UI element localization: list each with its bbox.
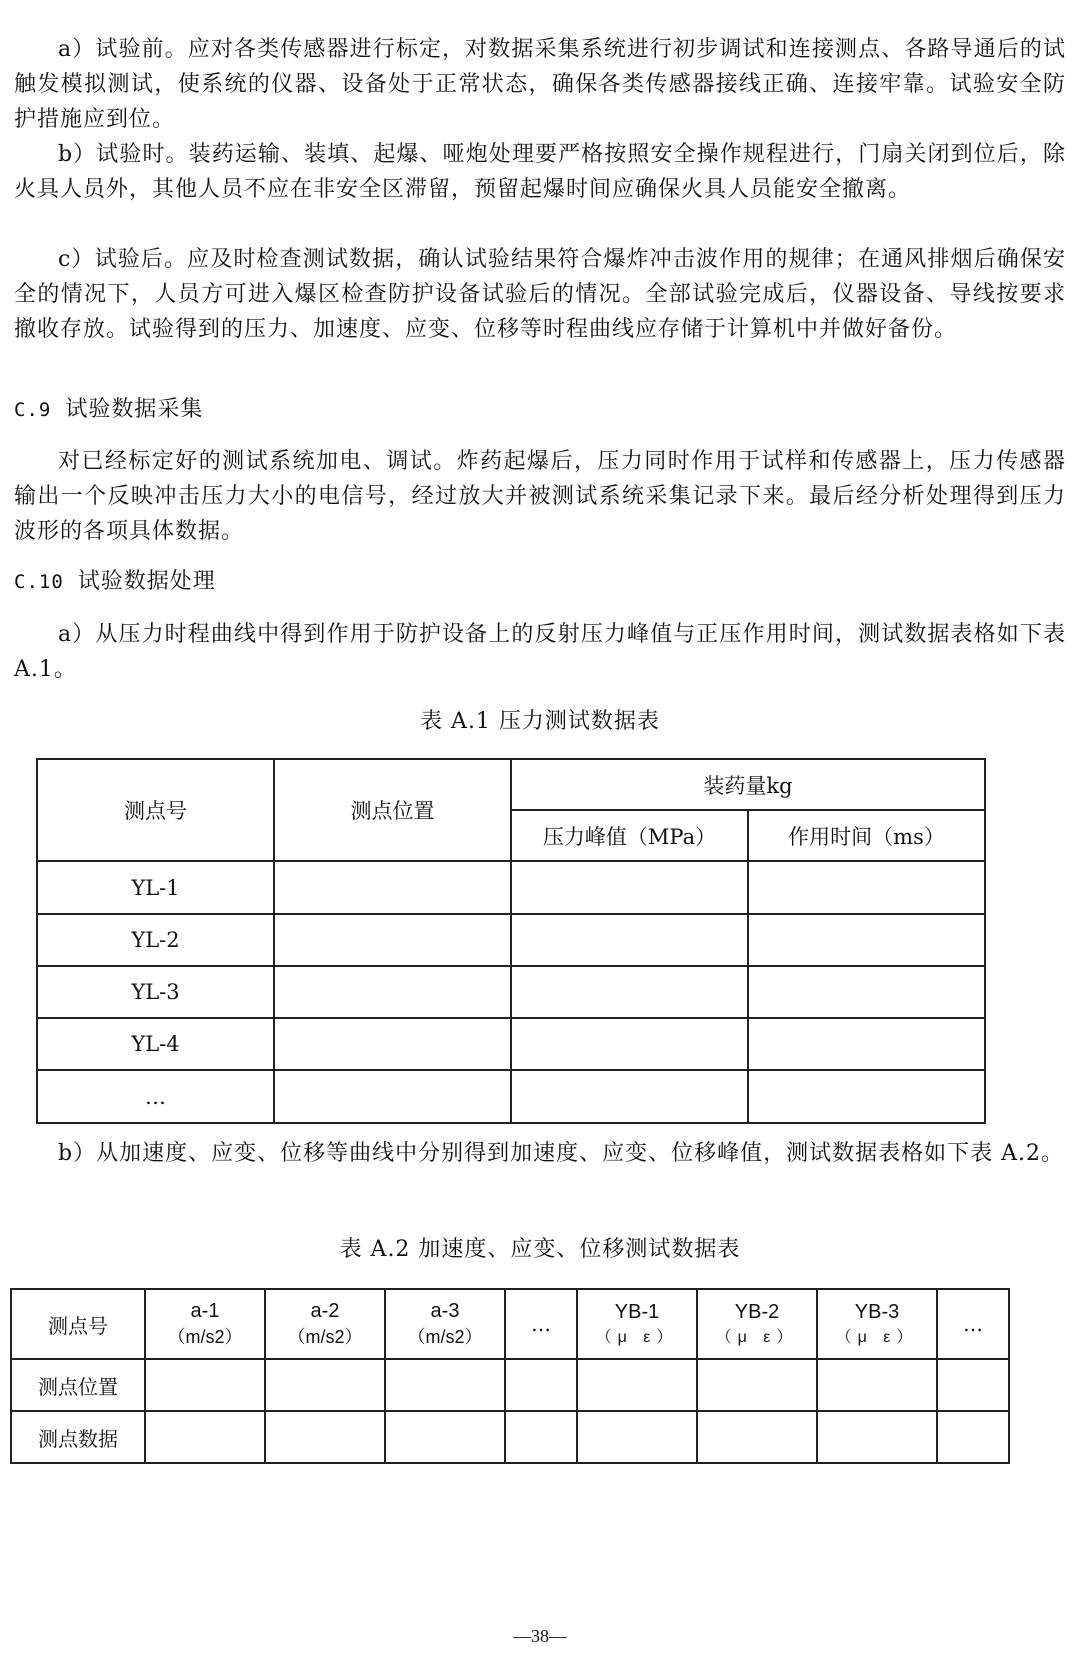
section-c10-heading	[14, 564, 216, 600]
empty-cell	[274, 1070, 511, 1123]
row-header-point-no: 测点号	[11, 1289, 145, 1359]
header-duration: 作用时间（ms）	[748, 810, 985, 861]
section-c10-para-b: b）从加速度、应变、位移等曲线中分别得到加速度、应变、位移峰值，测试数据表格如下表 A.2。	[58, 1141, 1064, 1166]
empty-cell	[748, 966, 985, 1018]
table-row	[37, 914, 985, 966]
col-unit: （μ ε）	[595, 1329, 679, 1346]
col-unit: （m/s2）	[407, 1326, 483, 1347]
empty-cell	[511, 914, 748, 966]
point-id-cell: YL-3	[37, 966, 274, 1018]
empty-cell	[274, 861, 511, 914]
row-header-point-data: 测点数据	[11, 1411, 145, 1463]
section-c9-heading	[14, 392, 203, 428]
empty-cell	[505, 1411, 577, 1463]
header-peak-pressure: 压力峰值（MPa）	[511, 810, 748, 861]
section-c10-para-a: a）从压力时程曲线中得到作用于防护设备上的反射压力峰值与正压作用时间，测试数据表格如下表 A.1。	[14, 622, 1066, 682]
empty-cell	[577, 1411, 697, 1463]
point-id-cell: …	[37, 1070, 274, 1123]
empty-cell	[817, 1359, 937, 1411]
section-c10-title: 试验数据处理	[77, 569, 216, 594]
point-id-cell: YL-2	[37, 914, 274, 966]
col-ellipsis-header: …	[937, 1289, 1009, 1359]
col-a1-header	[145, 1289, 265, 1359]
row-header-point-location: 测点位置	[11, 1359, 145, 1411]
col-a2-header	[265, 1289, 385, 1359]
col-name: YB-1	[614, 1301, 660, 1323]
col-yb3-header	[817, 1289, 937, 1359]
paragraph-after-test: c）试验后。应及时检查测试数据，确认试验结果符合爆炸冲击波作用的规律；在通风排烟后确保安全的情况下，人员方可进入爆区检查防护设备试验后的情况。全部试验完成后，仪器设备、导线按要求撤收存放。试验得到的压力、加速度、应变、位移等时程曲线应存储于计算机中并做好备份。	[14, 247, 1066, 342]
table-row	[37, 966, 985, 1018]
empty-cell	[748, 914, 985, 966]
table-a1-caption: 表 A.1 压力测试数据表	[420, 709, 660, 734]
table-row	[37, 861, 985, 914]
empty-cell	[265, 1359, 385, 1411]
col-name: YB-2	[734, 1301, 780, 1323]
empty-cell	[748, 1070, 985, 1123]
empty-cell	[817, 1411, 937, 1463]
empty-cell	[511, 861, 748, 914]
table-a1	[36, 758, 986, 1124]
empty-cell	[697, 1411, 817, 1463]
section-c10-number: C.10	[14, 571, 64, 593]
point-id-cell: YL-4	[37, 1018, 274, 1070]
empty-cell	[505, 1359, 577, 1411]
col-name: a-3	[430, 1299, 460, 1322]
empty-cell	[748, 1018, 985, 1070]
table-a2	[10, 1288, 1010, 1464]
empty-cell	[265, 1411, 385, 1463]
col-ellipsis-header: …	[505, 1289, 577, 1359]
col-unit: （μ ε）	[835, 1329, 919, 1346]
empty-cell	[145, 1359, 265, 1411]
section-c9-body: 对已经标定好的测试系统加电、调试。炸药起爆后，压力同时作用于试样和传感器上，压力传感器输出一个反映冲击压力大小的电信号，经过放大并被测试系统采集记录下来。最后经分析处理得到压力波形的各项具体数据。	[14, 449, 1066, 544]
col-unit: （μ ε）	[715, 1329, 799, 1346]
col-name: a-1	[190, 1299, 220, 1322]
empty-cell	[577, 1359, 697, 1411]
empty-cell	[511, 966, 748, 1018]
empty-cell	[511, 1070, 748, 1123]
col-yb1-header	[577, 1289, 697, 1359]
empty-cell	[937, 1359, 1009, 1411]
section-c9-title: 试验数据采集	[65, 397, 204, 422]
col-yb2-header	[697, 1289, 817, 1359]
empty-cell	[511, 1018, 748, 1070]
section-c9-number: C.9	[14, 399, 52, 421]
paragraph-during-test: b）试验时。装药运输、装填、起爆、哑炮处理要严格按照安全操作规程进行，门扇关闭到位后，除火具人员外，其他人员不应在非安全区滞留，预留起爆时间应确保火具人员能安全撤离。	[14, 142, 1066, 202]
empty-cell	[748, 861, 985, 914]
col-name: YB-3	[854, 1301, 900, 1323]
empty-cell	[385, 1359, 505, 1411]
header-point-no: 测点号	[37, 759, 274, 861]
empty-cell	[697, 1359, 817, 1411]
table-row	[11, 1411, 1009, 1463]
empty-cell	[274, 966, 511, 1018]
empty-cell	[937, 1411, 1009, 1463]
table-row	[11, 1359, 1009, 1411]
empty-cell	[385, 1411, 505, 1463]
table-row	[37, 1070, 985, 1123]
col-unit: （m/s2）	[287, 1326, 363, 1347]
table-row	[11, 1289, 1009, 1359]
header-charge: 装药量kg	[511, 759, 985, 810]
col-unit: （m/s2）	[167, 1326, 243, 1347]
point-id-cell: YL-1	[37, 861, 274, 914]
empty-cell	[274, 1018, 511, 1070]
page-number: —38—	[513, 1626, 567, 1646]
empty-cell	[145, 1411, 265, 1463]
col-name: a-2	[310, 1299, 340, 1322]
empty-cell	[274, 914, 511, 966]
col-a3-header	[385, 1289, 505, 1359]
paragraph-before-test: a）试验前。应对各类传感器进行标定，对数据采集系统进行初步调试和连接测点、各路导通后的试触发模拟测试，使系统的仪器、设备处于正常状态，确保各类传感器接线正确、连接牢靠。试验安全防护措施应到位。	[14, 37, 1066, 132]
table-a2-caption: 表 A.2 加速度、应变、位移测试数据表	[339, 1237, 741, 1262]
header-point-location: 测点位置	[274, 759, 511, 861]
table-row	[37, 1018, 985, 1070]
